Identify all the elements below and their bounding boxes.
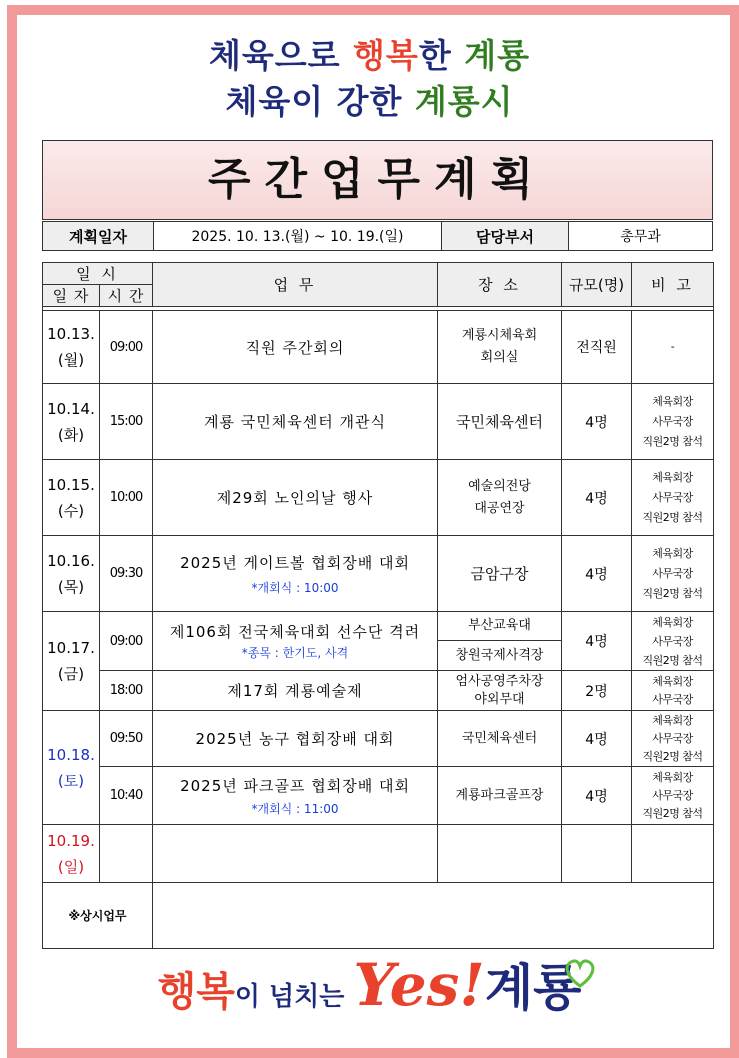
slogan-line-2: 체육이 강한 계룡시 — [225, 82, 514, 121]
table-row — [43, 311, 714, 384]
note-cell — [632, 825, 714, 883]
task-cell: 제106회 전국체육대회 선수단 격려 *종목 : 한기도, 사격 — [153, 612, 438, 671]
place-cell: 엄사공영주차장 야외무대 — [438, 671, 562, 711]
date-cell: 10.17. (금) — [43, 612, 100, 711]
heart-icon — [562, 958, 598, 988]
place-cell: 부산교육대 창원국제사격장 — [438, 612, 562, 671]
note-cell: 체육회장 사무국장 직원2명 참석 — [632, 460, 714, 536]
task-cell — [153, 825, 438, 883]
time-cell: 10:00 — [100, 460, 153, 536]
scale-cell: 4명 — [562, 612, 632, 671]
place-cell: 국민체육센터 — [438, 384, 562, 460]
plan-date-label: 계획일자 — [43, 222, 154, 251]
place-cell: 금암구장 — [438, 536, 562, 612]
task-cell: 제17회 계룡예술제 — [153, 671, 438, 711]
task-cell: 계룡 국민체육센터 개관식 — [153, 384, 438, 460]
table-row — [43, 612, 714, 671]
task-cell: 2025년 농구 협회장배 대회 — [153, 711, 438, 767]
date-cell: 10.18. (토) — [43, 711, 100, 825]
note-cell: 체육회장 사무국장 직원2명 참석 — [632, 536, 714, 612]
table-row — [43, 883, 714, 949]
table-row — [43, 536, 714, 612]
time-cell: 09:30 — [100, 536, 153, 612]
table-row — [43, 767, 714, 825]
scale-cell: 2명 — [562, 671, 632, 711]
task-cell: 2025년 게이트볼 협회장배 대회 *개회식 : 10:00 — [153, 536, 438, 612]
note-cell: 체육회장 사무국장 직원2명 참석 — [632, 612, 714, 671]
scale-cell — [562, 825, 632, 883]
note-cell: 체육회장 사무국장 직원2명 참석 — [632, 384, 714, 460]
task-cell: 제29회 노인의날 행사 — [153, 460, 438, 536]
time-cell — [100, 825, 153, 883]
table-row — [43, 671, 714, 711]
time-cell: 09:00 — [100, 612, 153, 671]
dept-value: 총무과 — [569, 222, 713, 251]
time-cell: 10:40 — [100, 767, 153, 825]
weekly-plan-table — [42, 262, 714, 949]
plan-info-table — [42, 221, 713, 251]
date-cell: 10.14. (화) — [43, 384, 100, 460]
header-task: 업 무 — [153, 263, 438, 307]
header-time: 시 간 — [100, 285, 153, 307]
scale-cell: 4명 — [562, 384, 632, 460]
header-scale: 규모(명) — [562, 263, 632, 307]
header-place: 장 소 — [438, 263, 562, 307]
place-cell: 계룡시체육회 회의실 — [438, 311, 562, 384]
table-row — [43, 384, 714, 460]
time-cell: 15:00 — [100, 384, 153, 460]
table-row — [43, 711, 714, 767]
time-cell: 18:00 — [100, 671, 153, 711]
place-cell: 계룡파크골프장 — [438, 767, 562, 825]
scale-cell: 4명 — [562, 460, 632, 536]
scale-cell: 전직원 — [562, 311, 632, 384]
date-cell: 10.15. (수) — [43, 460, 100, 536]
task-cell: 직원 주간회의 — [153, 311, 438, 384]
scale-cell: 4명 — [562, 536, 632, 612]
note-cell: - — [632, 311, 714, 384]
header-ilsi: 일 시 — [43, 263, 153, 285]
header-note: 비 고 — [632, 263, 714, 307]
time-cell: 09:00 — [100, 311, 153, 384]
date-cell: 10.19. (일) — [43, 825, 100, 883]
scale-cell: 4명 — [562, 767, 632, 825]
place-cell: 국민체육센터 — [438, 711, 562, 767]
place-cell: 예술의전당 대공연장 — [438, 460, 562, 536]
regular-work-label: ※상시업무 — [43, 883, 153, 949]
bottom-slogan-logo: 행복이 넘치는 Yes!계룡 — [157, 951, 582, 1019]
plan-date-value: 2025. 10. 13.(월) ~ 10. 19.(일) — [154, 222, 442, 251]
regular-work-content — [153, 883, 714, 949]
note-cell: 체육회장 사무국장 직원2명 참석 — [632, 767, 714, 825]
page-title: 주간업무계획 — [42, 140, 713, 220]
table-row — [43, 460, 714, 536]
time-cell: 09:50 — [100, 711, 153, 767]
date-cell: 10.13. (월) — [43, 311, 100, 384]
dept-label: 담당부서 — [442, 222, 569, 251]
place-cell — [438, 825, 562, 883]
date-cell: 10.16. (목) — [43, 536, 100, 612]
scale-cell: 4명 — [562, 711, 632, 767]
note-cell: 체육회장 사무국장 직원2명 참석 — [632, 711, 714, 767]
note-cell: 체육회장 사무국장 — [632, 671, 714, 711]
table-row — [43, 825, 714, 883]
task-cell: 2025년 파크골프 협회장배 대회 *개회식 : 11:00 — [153, 767, 438, 825]
slogan-line-1: 체육으로 행복한 계룡 — [209, 36, 530, 75]
header-date: 일 자 — [43, 285, 100, 307]
